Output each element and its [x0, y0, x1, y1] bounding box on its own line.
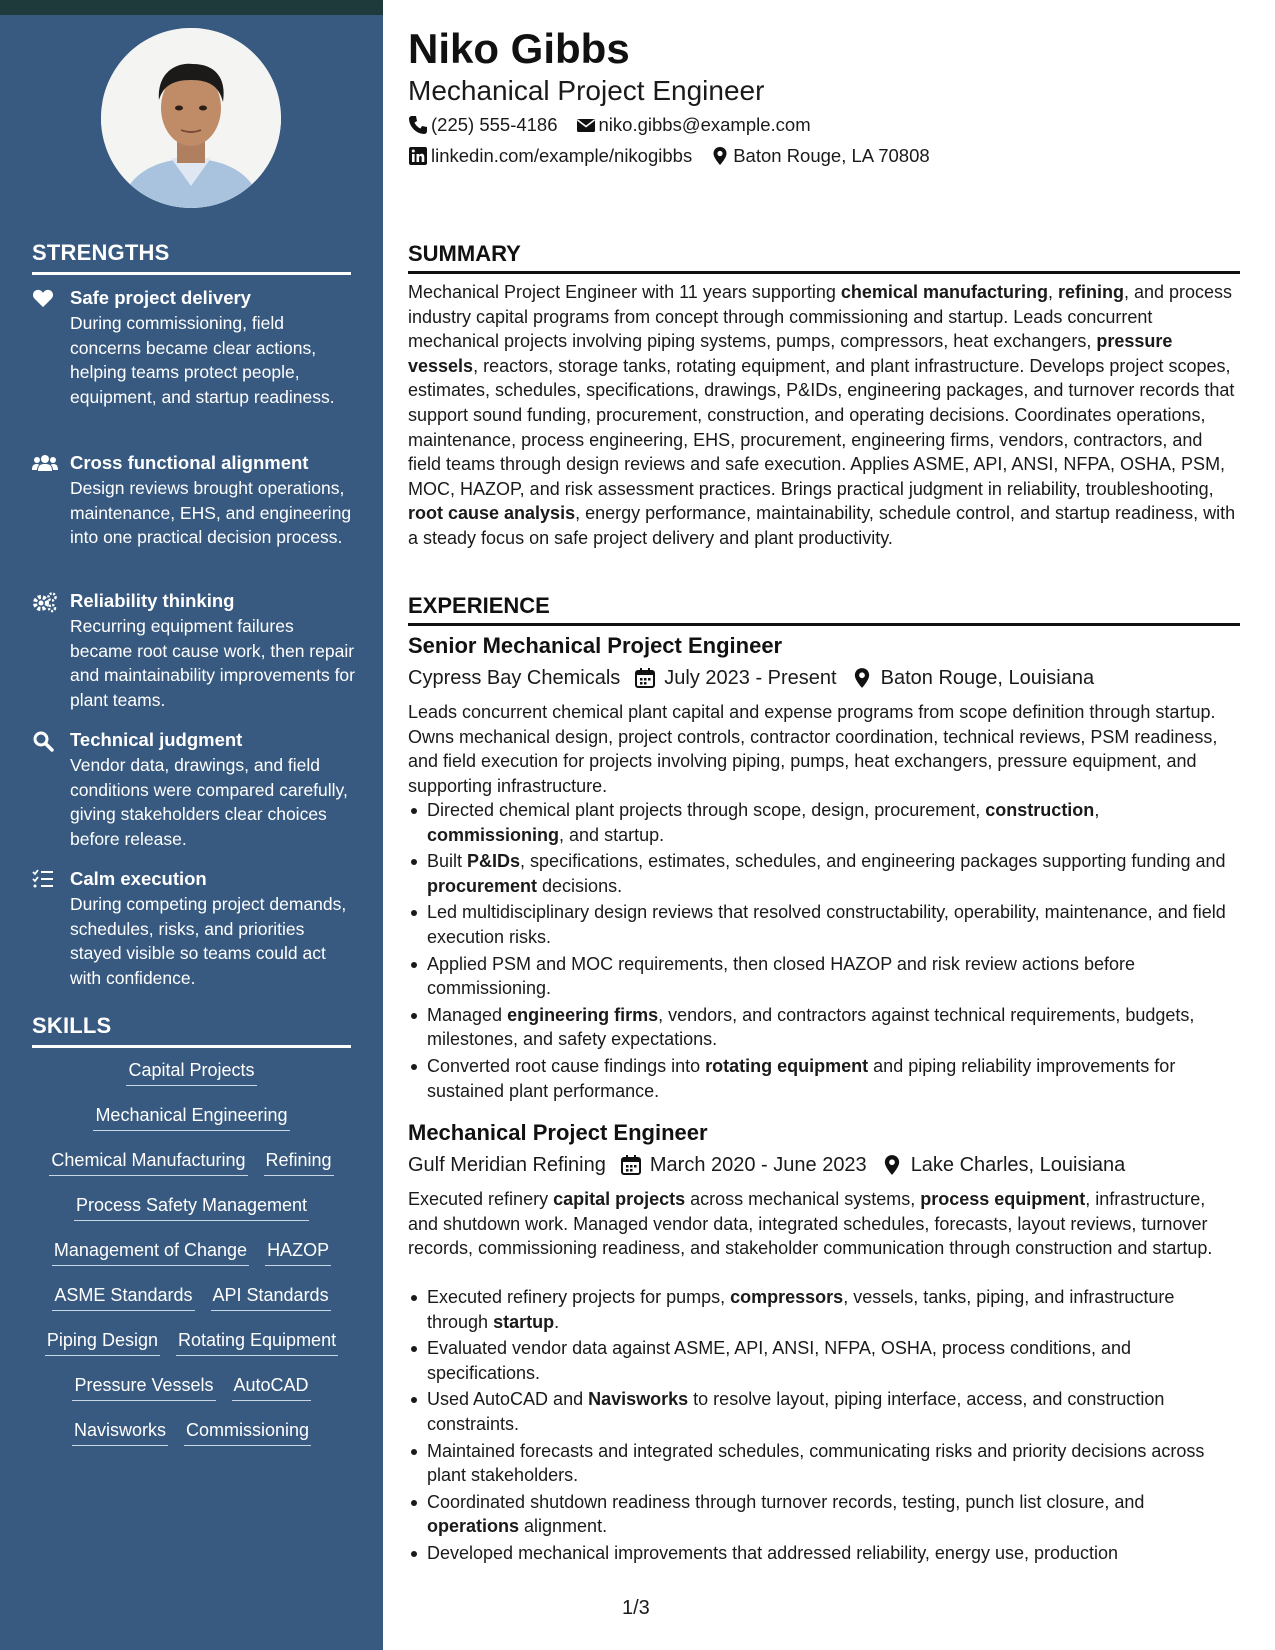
bold-keyword: compressors — [730, 1287, 844, 1307]
skill-tag: Capital Projects — [126, 1058, 256, 1086]
bold-keyword: commissioning — [427, 824, 560, 845]
bold-keyword: Navisworks — [588, 1389, 689, 1410]
job-description: Leads concurrent chemical plant capital and expense programs from scope definition through startup. Owns mechanical design, project controls, contractor coordination, technical reviews, PSM readiness, and field execution for projects involving piping, pumps, heat exchangers, pressure equipment, and supporting infrastructure. — [408, 702, 1218, 796]
contact-row-1 — [408, 112, 829, 138]
summary-heading: SUMMARY — [408, 240, 1240, 274]
calendar-icon — [620, 1154, 642, 1176]
list-check-icon — [32, 869, 56, 889]
skill-tag: Piping Design — [45, 1328, 160, 1356]
bold-keyword: capital projects — [553, 1189, 686, 1209]
skill-row — [32, 1283, 351, 1328]
bold-keyword: rotating equipment — [705, 1055, 869, 1076]
job-meta — [408, 1151, 1139, 1179]
map-pin-icon — [851, 667, 873, 689]
skill-tag: Chemical Manufacturing — [49, 1148, 247, 1176]
bullet-item: Led multidisciplinary design reviews that resolved constructability, operability, maintenance, and field execution risks. — [408, 900, 1240, 949]
strength-title: Safe project delivery — [70, 287, 251, 308]
bullet-item: Built P&IDs, specifications, estimates, schedules, and engineering packages supporting funding and procurement decisions. — [408, 849, 1240, 898]
job-role: Senior Mechanical Project Engineer — [408, 633, 783, 658]
bullet-item: Applied PSM and MOC requirements, then closed HAZOP and risk review actions before commissioning. — [408, 952, 1240, 1001]
skill-tag: Navisworks — [72, 1418, 168, 1446]
job-dates — [620, 1151, 867, 1179]
job-description: Executed refinery capital projects across mechanical systems, process equipment, infrastructure, and shutdown work. Managed vendor data, integrated schedules, forecasts, layout reviews, turnover records, commissioning readiness, and stakeholder communication through construction and startup. — [408, 1189, 1213, 1259]
bullet-item: Maintained forecasts and integrated schedules, communicating risks and priority decisions across plant stakeholders. — [408, 1439, 1240, 1488]
map-pin-icon — [881, 1154, 903, 1176]
bullet-item: Developed mechanical improvements that addressed reliability, energy use, production — [408, 1541, 1240, 1566]
summary-text: Mechanical Project Engineer with 11 years supporting chemical manufacturing, refining, and process industry capital programs from concept through commissioning and startup. Leads concurrent mechanical projects involving piping systems, pumps, compressors, heat exchangers, pressure vessels, reactors, storage tanks, rotating equipment, and plant infrastructure. Develops project scopes, estimates, schedules, specifications, drawings, P&IDs, engineering packages, and turnover records that support sound funding, procurement, construction, and operating decisions. Coordinates operations, maintenance, process engineering, EHS, procurement, engineering firms, vendors, contractors, and field teams through design reviews and safe execution. Applies ASME, API, ANSI, NFPA, OSHA, PSM, MOC, HAZOP, and risk assessment practices. Brings practical judgment in reliability, troubleshooting, root cause analysis, energy performance, maintainability, schedule control, and startup readiness, with a steady focus on safe project delivery and plant productivity. — [408, 282, 1236, 548]
skill-row — [32, 1373, 351, 1418]
skill-tag: HAZOP — [265, 1238, 331, 1266]
strength-title: Technical judgment — [70, 729, 243, 750]
bold-keyword: chemical manufacturing — [840, 282, 1048, 302]
page-number: 1/3 — [622, 1597, 650, 1619]
job-bullets — [408, 798, 1240, 1105]
dates-text: July 2023 - Present — [664, 667, 837, 689]
bold-keyword: procurement — [427, 875, 538, 896]
bold-keyword: startup — [493, 1311, 555, 1332]
candidate-title: Mechanical Project Engineer — [408, 75, 765, 106]
bold-keyword: pressure vessels — [408, 331, 1173, 376]
company-text: Gulf Meridian Refining — [408, 1154, 606, 1176]
profile-photo — [101, 28, 281, 208]
skill-row — [32, 1103, 351, 1148]
contact-phone — [408, 112, 558, 138]
location-text: Baton Rouge, Louisiana — [880, 667, 1095, 689]
bullet-item: Coordinated shutdown readiness through turnover records, testing, punch list closure, and operations alignment. — [408, 1490, 1240, 1539]
skill-row — [32, 1193, 351, 1238]
bold-keyword: refining — [1057, 282, 1124, 302]
phone-text: (225) 555-4186 — [431, 114, 558, 135]
candidate-name: Niko Gibbs — [408, 25, 630, 72]
job-dates — [634, 664, 836, 692]
bold-keyword: construction — [985, 800, 1095, 820]
contact-location — [710, 143, 929, 169]
bullet-item: Converted root cause findings into rotating equipment and piping reliability improvements for sustained plant performance. — [408, 1054, 1240, 1103]
bold-keyword: root cause analysis — [408, 503, 576, 524]
strengths-heading: STRENGTHS — [32, 240, 351, 275]
heart-icon — [32, 288, 56, 308]
strength-desc: Design reviews brought operations, maintenance, EHS, and engineering into one practical decision process. — [70, 478, 352, 548]
contact-email[interactable] — [576, 112, 811, 138]
job-company — [408, 664, 620, 692]
skill-row — [32, 1238, 351, 1283]
email-link[interactable]: niko.gibbs@example.com — [598, 114, 811, 135]
bullet-item: Evaluated vendor data against ASME, API, ANSI, NFPA, OSHA, process conditions, and specifications. — [408, 1336, 1240, 1385]
skill-tag: Rotating Equipment — [176, 1328, 338, 1356]
job-role: Mechanical Project Engineer — [408, 1120, 708, 1145]
search-icon — [32, 730, 56, 750]
skills-list — [32, 1058, 351, 1463]
strength-desc: During competing project demands, schedules, risks, and priorities stayed visible so teams could act with confidence. — [70, 894, 347, 988]
skills-heading: SKILLS — [32, 1013, 351, 1048]
envelope-icon — [576, 115, 596, 135]
location-text: Baton Rouge, LA 70808 — [733, 145, 930, 166]
strength-title: Calm execution — [70, 868, 207, 889]
skill-row — [32, 1058, 351, 1103]
bullet-item: Managed engineering firms, vendors, and contractors against technical requirements, budgets, milestones, and safety expectations. — [408, 1003, 1240, 1052]
bullet-item: Directed chemical plant projects through scope, design, procurement, construction, commissioning, and startup. — [408, 798, 1240, 847]
sidebar — [0, 0, 383, 1650]
skill-tag: Mechanical Engineering — [93, 1103, 289, 1131]
sidebar-top-bar — [0, 0, 383, 15]
skill-tag: Pressure Vessels — [72, 1373, 215, 1401]
linkedin-link[interactable]: linkedin.com/example/nikogibbs — [431, 145, 693, 166]
skill-row — [32, 1418, 351, 1463]
calendar-icon — [634, 667, 656, 689]
job-bullets — [408, 1285, 1240, 1568]
phone-icon — [408, 115, 428, 135]
map-pin-icon — [710, 146, 730, 166]
job-company — [408, 1151, 606, 1179]
gears-icon — [32, 591, 56, 611]
strength-desc: During commissioning, field concerns became clear actions, helping teams protect people, equipment, and startup readiness. — [70, 313, 335, 407]
job-location — [881, 1151, 1126, 1179]
contact-row-2 — [408, 143, 948, 169]
bold-keyword: engineering firms — [507, 1004, 659, 1025]
bullet-item: Used AutoCAD and Navisworks to resolve layout, piping interface, access, and construction constraints. — [408, 1387, 1240, 1436]
skill-tag: Commissioning — [184, 1418, 311, 1446]
skill-tag: AutoCAD — [232, 1373, 311, 1401]
skill-tag: Management of Change — [52, 1238, 249, 1266]
skill-row — [32, 1148, 351, 1193]
location-text: Lake Charles, Louisiana — [910, 1154, 1126, 1176]
linkedin-icon — [408, 146, 428, 166]
strength-title: Reliability thinking — [70, 590, 235, 611]
bold-keyword: operations — [427, 1516, 520, 1537]
skill-tag: API Standards — [211, 1283, 331, 1311]
strength-desc: Recurring equipment failures became root cause work, then repair and maintainability improvements for plant teams. — [70, 616, 355, 710]
job-meta — [408, 664, 1108, 692]
skill-tag: ASME Standards — [52, 1283, 194, 1311]
bullet-item: Executed refinery projects for pumps, compressors, vessels, tanks, piping, and infrastructure through startup. — [408, 1285, 1240, 1334]
skill-tag: Refining — [264, 1148, 334, 1176]
experience-heading: EXPERIENCE — [408, 592, 1240, 626]
strength-title: Cross functional alignment — [70, 452, 309, 473]
contact-linkedin[interactable] — [408, 143, 692, 169]
users-icon — [32, 453, 56, 473]
skill-tag: Process Safety Management — [74, 1193, 309, 1221]
strength-desc: Vendor data, drawings, and field conditions were compared carefully, giving stakeholders clear choices before release. — [70, 755, 348, 849]
job-location — [851, 664, 1095, 692]
dates-text: March 2020 - June 2023 — [649, 1154, 867, 1176]
company-text: Cypress Bay Chemicals — [408, 667, 621, 689]
bold-keyword: process equipment — [920, 1189, 1086, 1209]
skill-row — [32, 1328, 351, 1373]
bold-keyword: P&IDs — [467, 851, 521, 872]
